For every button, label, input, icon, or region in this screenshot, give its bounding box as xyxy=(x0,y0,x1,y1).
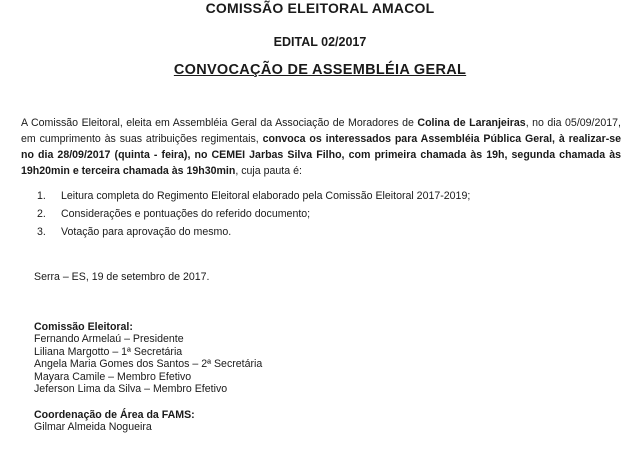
convocation-heading: CONVOCAÇÃO DE ASSEMBLÉIA GERAL xyxy=(173,62,467,78)
agenda-item-text: Leitura completa do Regimento Eleitoral elaborado pela Comissão Eleitoral 2017-2019; xyxy=(61,190,471,202)
agenda-item xyxy=(37,188,597,204)
committee-heading: Comissão Eleitoral: xyxy=(34,321,133,333)
committee-member: Jeferson Lima da Silva – Membro Efetivo xyxy=(34,383,228,396)
intro-text-1: A Comissão Eleitoral, eleita em Assembléia Geral da Associação de Moradores de xyxy=(21,117,418,129)
committee-member: Fernando Armelaú – Presidente xyxy=(34,333,184,346)
intro-paragraph xyxy=(21,115,621,179)
committee-block xyxy=(34,321,262,395)
coordination-block xyxy=(34,409,195,434)
intro-text-3: , no dia 05/09/2017, em cumprimento às suas atribuições regimentais, xyxy=(21,117,621,145)
edital-number: EDITAL 02/2017 xyxy=(273,35,367,49)
coordination-heading: Coordenação de Área da FAMS: xyxy=(34,409,195,421)
agenda-item-number: 3. xyxy=(37,226,46,238)
agenda-item xyxy=(37,224,597,240)
agenda-list xyxy=(37,188,597,242)
agenda-item xyxy=(37,206,597,222)
document-title: COMISSÃO ELEITORAL AMACOL xyxy=(205,0,435,16)
committee-member: Liliana Margotto – 1ª Secretária xyxy=(34,345,183,358)
agenda-item-text: Votação para aprovação do mesmo. xyxy=(61,226,232,238)
coordination-name: Gilmar Almeida Nogueira xyxy=(34,421,152,434)
committee-member: Angela Maria Gomes dos Santos – 2ª Secretária xyxy=(34,358,263,371)
intro-text-2: Colina de Laranjeiras xyxy=(417,117,526,129)
intro-text-5: , cuja pauta é: xyxy=(235,165,302,177)
agenda-item-number: 2. xyxy=(37,208,46,220)
agenda-item-text: Considerações e pontuações do referido documento; xyxy=(61,208,311,220)
intro-text-4: convoca os interessados para Assembléia Pública Geral, à realizar-se no dia 28/09/2017 (quinta - feira), no CEMEI Jarbas Silva Filho, com primeira chamada às 19h, segunda chamada às 19h20min e terceira chamada às 19h30min xyxy=(21,133,621,177)
agenda-item-number: 1. xyxy=(37,190,46,202)
dateline: Serra – ES, 19 de setembro de 2017. xyxy=(34,271,210,283)
committee-member: Mayara Camile – Membro Efetivo xyxy=(34,370,192,383)
